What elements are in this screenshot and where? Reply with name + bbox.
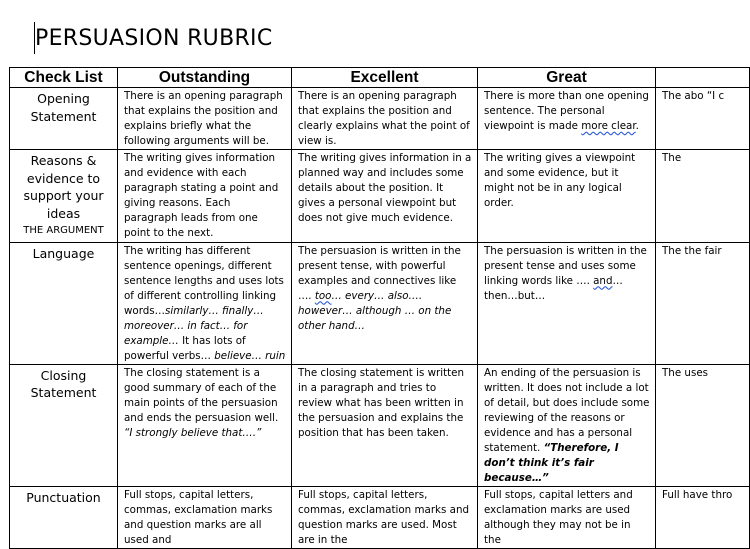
cell-text: An ending of the persuasion is written. It does not include a lot of detail, but does include some reviewing of the reasons or evidence and has a personal statement. [484,366,650,454]
cell-outstanding: The writing gives information and evidence with each paragraph stating a point and giving reasons. Each paragraph leads from one point to the next. [118,150,292,243]
cell-next: The abo “I c [656,88,750,150]
table-row [10,242,750,364]
category-closing-statement: Closing Statement [10,364,118,486]
category-opening-statement: Opening Statement [10,88,118,150]
cell-excellent: Full stops, capital letters, commas, exclamation marks and question marks are used. Most are in the [292,486,478,548]
spellcheck-mark: and [593,274,613,287]
cell-excellent: The closing statement is written in a paragraph and tries to review what has been written in the persuasion and explains the position that has been taken. [292,364,478,486]
cell-text: There is more than one opening sentence. The personal viewpoint is made [484,90,649,132]
cell-text: The persuasion is written in the present tense, with powerful examples and connectives like …. [298,244,461,302]
table-row [10,486,750,548]
table-row [10,150,750,243]
cell-excellent: There is an opening paragraph that explains the position and clearly explains what the point of view is. [292,88,478,150]
cell-outstanding [118,364,292,486]
cell-examples: … every… also…. however… although … on the other hand… [298,289,452,332]
cell-excellent [292,242,478,364]
cell-great [478,88,656,150]
header-check-list: Check List [10,68,118,88]
cell-examples: believe… ruin [214,349,286,362]
cell-text: The writing has different sentence openings, different sentence lengths and uses lots of different controlling linking words… [124,244,284,317]
spellcheck-mark: too [314,289,332,302]
header-great: Great [478,68,656,88]
cell-text: The closing statement is a good summary of each of the main points of the persuasion and ends the persuasion well. [124,366,279,424]
category-sublabel: THE ARGUMENT [23,225,104,236]
spellcheck-mark: more clear [581,120,636,132]
category-reasons-evidence [10,150,118,243]
cell-next: The [656,150,750,243]
cell-great [478,364,656,486]
cell-examples: similarly… finally… moreover… in fact… for example… [124,304,264,347]
header-excellent: Excellent [292,68,478,88]
category-punctuation: Punctuation [10,486,118,548]
cell-next: Full have thro [656,486,750,548]
cell-great [478,242,656,364]
page-title: PERSUASION RUBRIC [35,26,273,51]
cell-next: The uses [656,364,750,486]
rubric-table [9,67,750,549]
category-language: Language [10,242,118,364]
cell-outstanding [118,242,292,364]
cell-quote: “I strongly believe that….” [124,426,262,439]
cell-outstanding: Full stops, capital letters, commas, exclamation marks and question marks are all used and [118,486,292,548]
cell-great: Full stops, capital letters and exclamation marks are used although they may not be in the [478,486,656,548]
cell-excellent: The writing gives information in a planned way and includes some details about the position. It gives a personal viewpoint but does not give much evidence. [292,150,478,243]
cell-text: . [635,120,639,132]
table-row [10,364,750,486]
cell-text: It has lots of powerful verbs… [124,334,246,362]
header-next [656,68,750,88]
cell-next: The the fair [656,242,750,364]
cell-quote: “Therefore, I don’t think it’s fair because…” [484,441,619,484]
cell-outstanding: There is an opening paragraph that explains the position and explains briefly what the following arguments will be. [118,88,292,150]
header-row [10,68,750,88]
header-outstanding: Outstanding [118,68,292,88]
table-row [10,88,750,150]
cell-text: … then…but… [484,274,623,302]
cell-text: The persuasion is written in the present tense and uses some linking words like …. [484,244,647,287]
category-label: Reasons & evidence to support your ideas [23,153,104,221]
cell-great: The writing gives a viewpoint and some evidence, but it might not be in any logical order. [478,150,656,243]
